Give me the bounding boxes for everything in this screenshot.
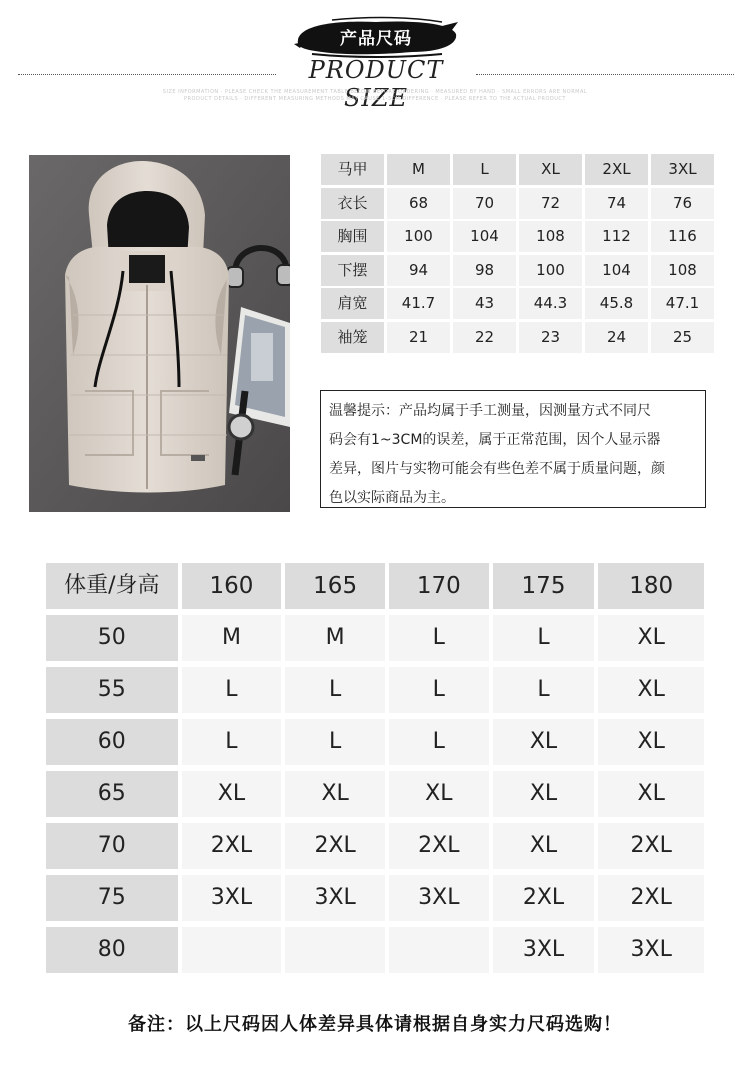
- table-row: [46, 875, 704, 921]
- size-cell: XL: [598, 615, 704, 661]
- size-cell: L: [389, 615, 489, 661]
- table-cell: 104: [585, 255, 648, 286]
- table-cell: 100: [519, 255, 582, 286]
- table-cell: 98: [453, 255, 516, 286]
- table-cell: 25: [651, 322, 714, 353]
- table-cell: 70: [453, 188, 516, 219]
- notice-line: 温馨提示：产品均属于手工测量，因测量方式不同尺: [329, 403, 651, 419]
- size-cell: XL: [493, 719, 595, 765]
- fine-print-1: SIZE INFORMATION · PLEASE CHECK THE MEASUREMENT TABLE BELOW BEFORE ORDERING · MEASURED BY HAND · SMALL ERRORS ARE NORMAL: [162, 89, 588, 95]
- table-cell: 116: [651, 221, 714, 252]
- size-cell: M: [182, 615, 282, 661]
- size-cell: L: [285, 667, 385, 713]
- size-cell: XL: [493, 823, 595, 869]
- hooded-vest-photo-icon: [29, 155, 290, 512]
- table-cell: 94: [387, 255, 450, 286]
- measurement-header-cell: 3XL: [651, 154, 714, 185]
- size-cell: 2XL: [285, 823, 385, 869]
- table-cell: 41.7: [387, 288, 450, 319]
- table-cell: 112: [585, 221, 648, 252]
- measurement-table-header: [321, 154, 719, 185]
- table-row: [46, 927, 704, 973]
- weight-label: 75: [46, 875, 178, 921]
- size-cell: [389, 927, 489, 973]
- fine-print-2: PRODUCT DETAILS · DIFFERENT MEASURING METHODS MAY CAUSE 1-3CM DIFFERENCE · PLEASE REFER TO THE ACTUAL PRODUCT: [184, 96, 566, 102]
- size-cell: XL: [389, 771, 489, 817]
- table-row: [321, 188, 719, 219]
- size-cell: 3XL: [598, 927, 704, 973]
- notice-line: 差异，图片与实物可能会有些色差不属于质量问题，颜: [329, 461, 665, 477]
- measurement-header-cell: L: [453, 154, 516, 185]
- size-cell: 2XL: [493, 875, 595, 921]
- size-cell: L: [182, 719, 282, 765]
- size-cell: 2XL: [598, 875, 704, 921]
- size-cell: [182, 927, 282, 973]
- size-cell: 3XL: [285, 875, 385, 921]
- table-cell: 104: [453, 221, 516, 252]
- page-header: [0, 0, 750, 110]
- weight-label: 80: [46, 927, 178, 973]
- size-cell: 3XL: [493, 927, 595, 973]
- table-cell: 108: [651, 255, 714, 286]
- weight-label: 60: [46, 719, 178, 765]
- page-title-en: PRODUCT SIZE: [308, 56, 444, 112]
- size-cell: L: [389, 667, 489, 713]
- row-label: 袖笼: [321, 322, 384, 353]
- table-cell: 74: [585, 188, 648, 219]
- size-header-cell: 165: [285, 563, 385, 609]
- measurement-header-cell: 马甲: [321, 154, 384, 185]
- table-cell: 100: [387, 221, 450, 252]
- table-row: [46, 771, 704, 817]
- footnote: 备注：以上尺码因人体差异具体请根据自身实力尺码选购！: [128, 1014, 622, 1035]
- size-cell: 2XL: [598, 823, 704, 869]
- dotted-divider-right: [476, 74, 734, 75]
- row-label: 衣长: [321, 188, 384, 219]
- table-row: [321, 255, 719, 286]
- measurement-table: [321, 154, 719, 355]
- weight-label: 50: [46, 615, 178, 661]
- size-cell: L: [389, 719, 489, 765]
- size-header-cell: 180: [598, 563, 704, 609]
- table-row: [321, 288, 719, 319]
- row-label: 下摆: [321, 255, 384, 286]
- row-label: 胸围: [321, 221, 384, 252]
- dotted-divider-left: [18, 74, 276, 75]
- product-photo: [29, 155, 290, 512]
- measurement-header-cell: XL: [519, 154, 582, 185]
- size-cell: 3XL: [182, 875, 282, 921]
- size-header-cell: 160: [182, 563, 282, 609]
- size-cell: L: [493, 667, 595, 713]
- size-recommendation-table: [46, 563, 704, 979]
- measurement-header-cell: 2XL: [585, 154, 648, 185]
- size-cell: XL: [598, 771, 704, 817]
- table-row: [46, 823, 704, 869]
- size-cell: L: [285, 719, 385, 765]
- table-cell: 21: [387, 322, 450, 353]
- table-cell: 43: [453, 288, 516, 319]
- size-cell: XL: [182, 771, 282, 817]
- size-cell: 3XL: [389, 875, 489, 921]
- table-cell: 47.1: [651, 288, 714, 319]
- table-cell: 44.3: [519, 288, 582, 319]
- size-cell: 2XL: [182, 823, 282, 869]
- size-cell: XL: [285, 771, 385, 817]
- table-cell: 72: [519, 188, 582, 219]
- size-header-cell: 175: [493, 563, 595, 609]
- table-row: [46, 719, 704, 765]
- weight-label: 70: [46, 823, 178, 869]
- table-cell: 45.8: [585, 288, 648, 319]
- size-header-cell: 体重/身高: [46, 563, 178, 609]
- size-cell: XL: [598, 667, 704, 713]
- table-row: [321, 221, 719, 252]
- weight-label: 55: [46, 667, 178, 713]
- page-title-cn: 产品尺码: [340, 29, 412, 49]
- table-cell: 76: [651, 188, 714, 219]
- size-cell: M: [285, 615, 385, 661]
- notice-box: [320, 390, 706, 508]
- table-cell: 108: [519, 221, 582, 252]
- size-cell: 2XL: [389, 823, 489, 869]
- size-cell: XL: [598, 719, 704, 765]
- table-cell: 23: [519, 322, 582, 353]
- table-row: [321, 322, 719, 353]
- table-cell: 24: [585, 322, 648, 353]
- table-row: [46, 667, 704, 713]
- weight-label: 65: [46, 771, 178, 817]
- table-row: [46, 615, 704, 661]
- size-header-cell: 170: [389, 563, 489, 609]
- size-cell: [285, 927, 385, 973]
- measurement-header-cell: M: [387, 154, 450, 185]
- row-label: 肩宽: [321, 288, 384, 319]
- size-table-header: [46, 563, 704, 609]
- notice-line: 码会有1~3CM的误差，属于正常范围，因个人显示器: [329, 432, 661, 448]
- table-cell: 68: [387, 188, 450, 219]
- size-cell: L: [493, 615, 595, 661]
- size-cell: XL: [493, 771, 595, 817]
- table-cell: 22: [453, 322, 516, 353]
- notice-line: 色以实际商品为主。: [329, 490, 455, 506]
- size-cell: L: [182, 667, 282, 713]
